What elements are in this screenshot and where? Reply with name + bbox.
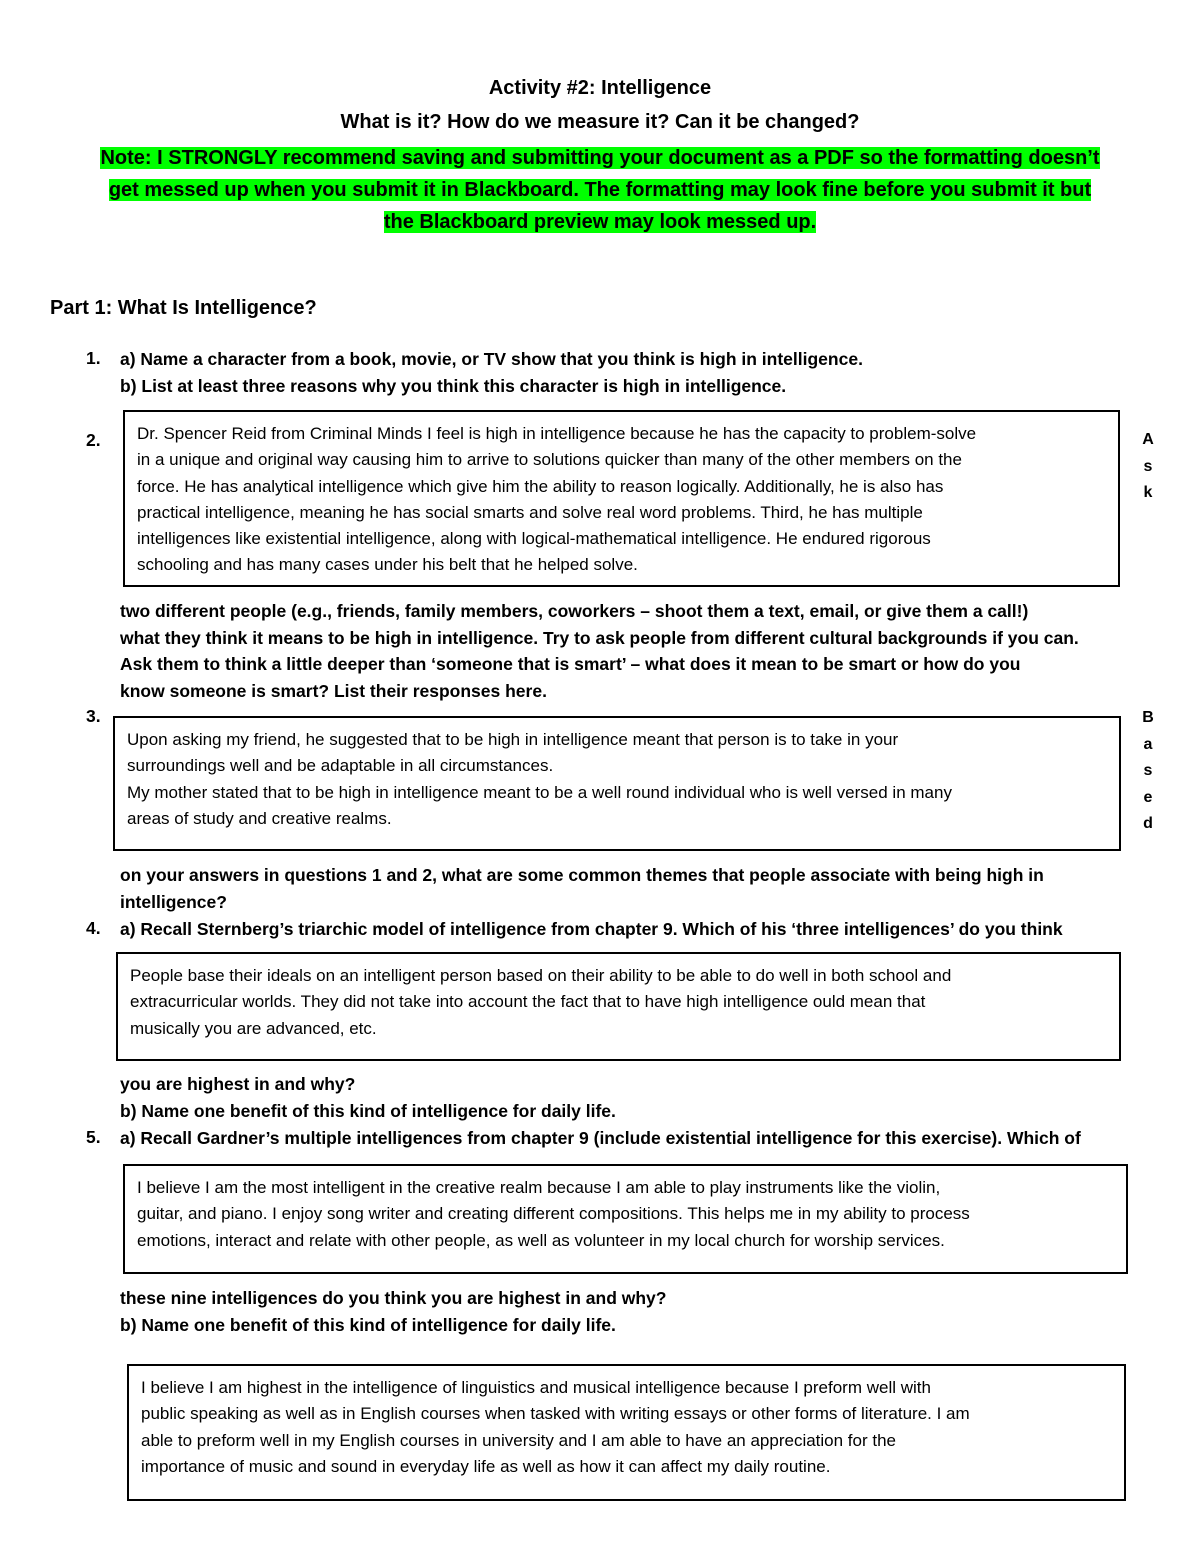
answer-line: People base their ideals on an intelligent person based on their ability to be able to do well in both school and bbox=[130, 966, 952, 985]
side-letter: s bbox=[1143, 457, 1153, 475]
question-number: 1. bbox=[86, 348, 101, 368]
answer-line: Upon asking my friend, he suggested that to be high in intelligence meant that person is to take in your bbox=[127, 730, 899, 749]
question-2-text bbox=[120, 598, 1079, 704]
question-line: on your answers in questions 1 and 2, what are some common themes that people associate with being high in bbox=[120, 865, 1044, 885]
question-number: 2. bbox=[86, 430, 101, 450]
answer-line: force. He has analytical intelligence which give him the ability to reason logically. Additionally, he is also has bbox=[137, 476, 944, 496]
question-5-line-1: a) Recall Gardner’s multiple intelligences from chapter 9 (include existential intelligence for this exercise). Which of bbox=[120, 1128, 1081, 1148]
formatting-note bbox=[40, 142, 1160, 238]
answer-line: surroundings well and be adaptable in all circumstances. bbox=[127, 756, 554, 776]
side-letter: s bbox=[1143, 762, 1153, 780]
answer-line: My mother stated that to be high in intelligence meant to be a well round individual who is well versed in many bbox=[127, 782, 952, 802]
question-line: you are highest in and why? bbox=[120, 1074, 356, 1094]
question-line: these nine intelligences do you think you are highest in and why? bbox=[120, 1288, 667, 1308]
answer-line: I believe I am the most intelligent in the creative realm because I am able to play instruments like the violin, bbox=[137, 1178, 941, 1197]
question-line: b) List at least three reasons why you think this character is high in intelligence. bbox=[120, 375, 787, 396]
side-letter: A bbox=[1142, 431, 1154, 448]
note-line: the Blackboard preview may look messed up. bbox=[383, 211, 817, 233]
answer-line: practical intelligence, meaning he has social smarts and solve real word problems. Third, he has multiple bbox=[137, 502, 923, 522]
answer-line: importance of music and sound in everyday life as well as how it can affect my daily routine. bbox=[141, 1456, 831, 1476]
question-line: two different people (e.g., friends, family members, coworkers – shoot them a text, email, or give them a call!) bbox=[120, 601, 1029, 621]
side-letter: e bbox=[1143, 788, 1153, 806]
side-letter: k bbox=[1143, 484, 1153, 502]
answer-line: public speaking as well as in English courses when tasked with writing essays or other forms of literature. I am bbox=[141, 1404, 970, 1424]
question-5-continued bbox=[120, 1285, 666, 1338]
side-letters-based bbox=[1138, 705, 1158, 838]
question-number: 5. bbox=[86, 1127, 101, 1147]
note-line: get messed up when you submit it in Blackboard. The formatting may look fine before you submit it but bbox=[108, 179, 1092, 201]
side-letter: a bbox=[1143, 735, 1153, 753]
part-heading: Part 1: What Is Intelligence? bbox=[50, 297, 317, 319]
side-letter: d bbox=[1143, 815, 1153, 833]
answer-line: Dr. Spencer Reid from Criminal Minds I feel is high in intelligence because he has the capacity to problem-solve bbox=[137, 424, 977, 443]
side-letter: B bbox=[1142, 709, 1154, 726]
question-3-text bbox=[120, 862, 1044, 915]
answer-box-4[interactable] bbox=[123, 1164, 1128, 1274]
answer-line: areas of study and creative realms. bbox=[127, 808, 392, 828]
answer-line: able to preform well in my English courses in university and I am able to have an appreciation for the bbox=[141, 1430, 897, 1450]
question-4-continued bbox=[120, 1071, 616, 1124]
question-number: 3. bbox=[86, 706, 101, 726]
answer-line: intelligences like existential intelligence, along with logical-mathematical intelligence. He endured rigorous bbox=[137, 529, 931, 549]
answer-line: schooling and has many cases under his belt that he helped solve. bbox=[137, 555, 638, 575]
side-letters-ask bbox=[1138, 427, 1158, 507]
document-subtitle: What is it? How do we measure it? Can it be changed? bbox=[340, 111, 860, 133]
question-1-text bbox=[120, 346, 863, 399]
question-line: know someone is smart? List their responses here. bbox=[120, 680, 547, 701]
answer-box-5[interactable] bbox=[127, 1364, 1126, 1501]
question-line: Ask them to think a little deeper than ‘someone that is smart’ – what does it mean to be smart or how do you bbox=[120, 654, 1021, 674]
note-line: Note: I STRONGLY recommend saving and submitting your document as a PDF so the formatting doesn’t bbox=[100, 147, 1100, 169]
document-title: Activity #2: Intelligence bbox=[488, 77, 712, 99]
answer-line: in a unique and original way causing him to arrive to solutions quicker than many of the other members on the bbox=[137, 450, 962, 470]
question-number: 4. bbox=[86, 918, 101, 938]
question-line: b) Name one benefit of this kind of intelligence for daily life. bbox=[120, 1314, 616, 1335]
answer-line: musically you are advanced, etc. bbox=[130, 1018, 377, 1038]
question-line: a) Name a character from a book, movie, or TV show that you think is high in intelligence. bbox=[120, 349, 863, 369]
question-line: intelligence? bbox=[120, 891, 227, 912]
answer-box-1[interactable] bbox=[123, 410, 1120, 587]
question-4-line-1: a) Recall Sternberg’s triarchic model of intelligence from chapter 9. Which of his ‘three intelligences’ do you think bbox=[120, 919, 1063, 939]
answer-line: I believe I am highest in the intelligence of linguistics and musical intelligence because I preform well with bbox=[141, 1378, 931, 1397]
answer-line: guitar, and piano. I enjoy song writer and creating different compositions. This helps me in my ability to process bbox=[137, 1204, 970, 1224]
question-line: what they think it means to be high in intelligence. Try to ask people from different cultural backgrounds if you can. bbox=[120, 627, 1079, 648]
answer-line: extracurricular worlds. They did not take into account the fact that to have high intelligence ould mean that bbox=[130, 992, 926, 1012]
answer-line: emotions, interact and relate with other people, as well as volunteer in my local church for worship services. bbox=[137, 1230, 945, 1250]
answer-box-3[interactable] bbox=[116, 952, 1121, 1061]
question-line: b) Name one benefit of this kind of intelligence for daily life. bbox=[120, 1100, 616, 1121]
answer-box-2[interactable] bbox=[113, 716, 1121, 851]
